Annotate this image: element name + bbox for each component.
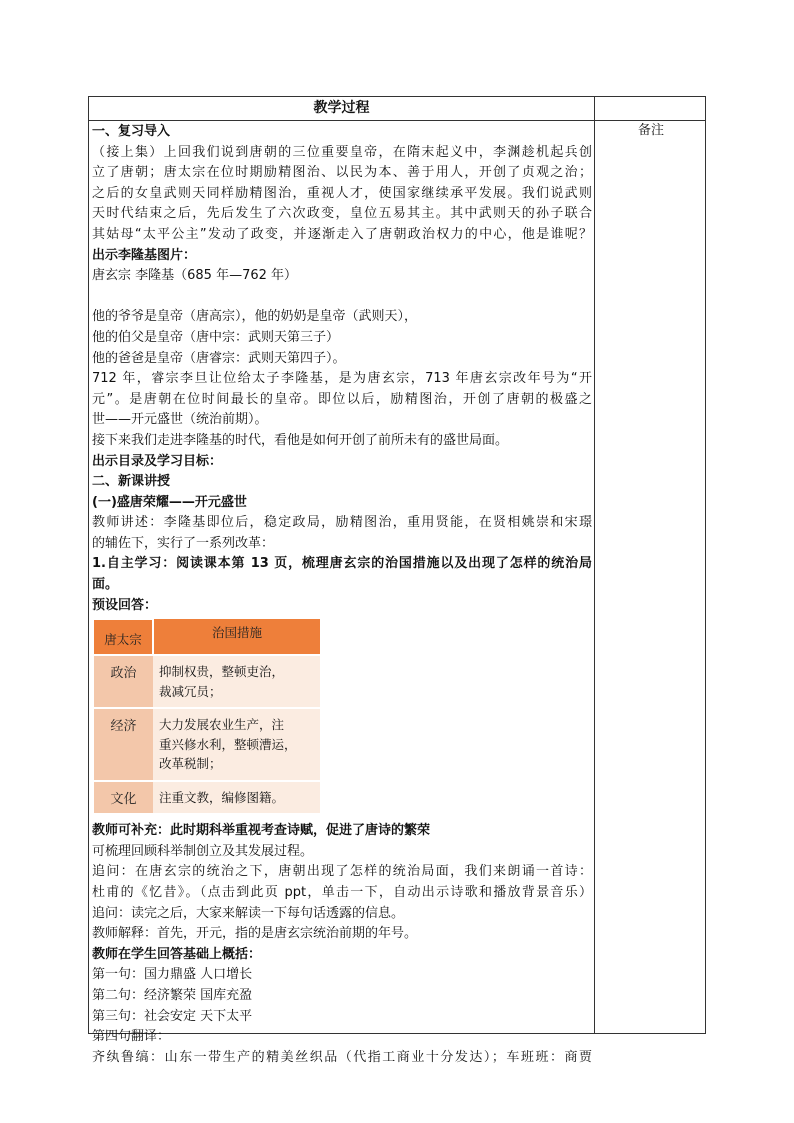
paragraph-line: 元”。是唐朝在位时间最长的皇帝。即位以后，励精图治，开创了唐朝的极盛之 xyxy=(92,391,592,407)
show-catalog-line: 出示目录及学习目标： xyxy=(92,453,223,469)
paragraph-line: 追问：读完之后，大家来解读一下每句话透露的信息。 xyxy=(92,905,405,921)
gov-row-label: 文化 xyxy=(94,781,153,814)
paragraph-line: 世——开元盛世（统治前期）。 xyxy=(92,412,268,428)
gov-col-header-emperor: 唐太宗 xyxy=(94,619,153,655)
summary-line: 第四句翻译： xyxy=(92,1029,171,1045)
gov-row-line: 抑制权贵，整顿吏治， xyxy=(159,664,285,680)
gov-row-label: 政治 xyxy=(94,655,153,708)
summary-line: 第二句：经济繁荣 国库充盈 xyxy=(92,988,253,1003)
governance-measures-table xyxy=(94,618,320,813)
summary-heading: 教师在学生回答基础上概括： xyxy=(92,946,262,962)
paragraph-line: 追问：在唐玄宗的统治之下，唐朝出现了怎样的统治局面，我们来朗诵一首诗： xyxy=(92,864,592,880)
preset-answer-label: 预设回答： xyxy=(92,597,158,613)
table-header-process: 教学过程 xyxy=(313,100,370,116)
paragraph-line: 接下来我们走进李隆基的时代，看他是如何开创了前所未有的盛世局面。 xyxy=(92,432,509,448)
paragraph-line: 712 年，睿宗李旦让位给太子李隆基，是为唐玄宗，713 年唐玄宗改年号为“开 xyxy=(92,371,592,387)
task-line: 1.自主学习：阅读课本第 13 页，梳理唐玄宗的治国措施以及出现了怎样的统治局 xyxy=(92,556,592,572)
gov-row-content xyxy=(153,655,320,708)
gov-row-line: 改革税制； xyxy=(159,756,222,772)
paragraph-line: 天时代结束之后，先后发生了六次政变，皇位五易其主。其中武则天的孙子联合 xyxy=(92,206,592,222)
paragraph-line: （接上集）上回我们说到唐朝的三位重要皇帝，在隋末起义中，李渊趁机起兵创 xyxy=(92,144,592,160)
gov-col-header-measures: 治国措施 xyxy=(153,619,320,655)
show-image-line: 出示李隆基图片： xyxy=(92,247,197,263)
paragraph-line: 之后的女皇武则天同样励精图治，重视人才，使国家继续承平发展。我们说武则 xyxy=(92,185,592,201)
paragraph-text: 教师可补充：此时期科举重视考查诗赋，促进了唐诗的繁荣 xyxy=(92,823,431,839)
subsection-heading: (一)盛唐荣耀——开元盛世 xyxy=(92,494,247,510)
family-line: 他的爸爸是皇帝（唐睿宗：武则天第四子）。 xyxy=(92,350,346,366)
header-divider xyxy=(89,120,705,121)
gov-row-content xyxy=(153,708,320,781)
paragraph-line: 的辅佐下，实行了一系列改革： xyxy=(92,535,275,551)
paragraph-line: 教师解释：首先，开元，指的是唐玄宗统治前期的年号。 xyxy=(92,926,418,942)
summary-line: 第一句：国力鼎盛 人口增长 xyxy=(92,967,253,983)
paragraph-line: 可梳理回顾科举制创立及其发展过程。 xyxy=(92,843,314,859)
summary-line: 第三句：社会安定 天下太平 xyxy=(92,1008,253,1024)
paragraph-line: 杜甫的《忆昔》。（点击到此页 ppt，单击一下，自动出示诗歌和播放背景音乐） xyxy=(92,885,592,901)
gov-row-line: 注重文教，编修图籍。 xyxy=(159,789,285,805)
gov-row-line: 重兴修水利，整顿漕运， xyxy=(159,736,297,752)
blank-line xyxy=(92,287,592,308)
gov-row-label: 经济 xyxy=(94,708,153,781)
family-line: 他的爷爷是皇帝（唐高宗），他的奶奶是皇帝（武则天）， xyxy=(92,309,418,325)
column-divider xyxy=(594,97,595,1033)
note-label: 备注 xyxy=(637,123,664,138)
gov-row-content xyxy=(153,781,320,814)
section-heading-review: 一、复习导入 xyxy=(92,124,171,139)
gov-row-line: 大力发展农业生产，注 xyxy=(159,717,285,733)
process-content xyxy=(92,122,592,1068)
paragraph-line: 立了唐朝；唐太宗在位时期励精图治、以民为本、善于用人，开创了贞观之治； xyxy=(92,165,592,181)
table-header-note xyxy=(594,97,707,120)
paragraph-line: 齐纨鲁缟：山东一带生产的精美丝织品（代指工商业十分发达）；车班班：商贾 xyxy=(92,1049,592,1065)
family-line: 他的伯父是皇帝（唐中宗：武则天第三子） xyxy=(92,329,340,345)
lesson-plan-table xyxy=(88,96,706,1065)
gov-row-line: 裁减冗员； xyxy=(159,683,222,699)
paragraph-line: 其姑母“太平公主”发动了政变，并逐渐走入了唐朝政治权力的中心，他是谁呢？ xyxy=(92,226,592,242)
teacher-supplement-line xyxy=(92,821,592,842)
section-heading-new-lesson: 二、新课讲授 xyxy=(92,474,171,490)
paragraph-line: 教师讲述：李隆基即位后，稳定政局，励精图治，重用贤能，在贤相姚崇和宋璟 xyxy=(92,515,592,531)
emperor-name-line: 唐玄宗 李隆基（685 年—762 年） xyxy=(92,268,298,284)
task-line: 面。 xyxy=(92,577,119,593)
